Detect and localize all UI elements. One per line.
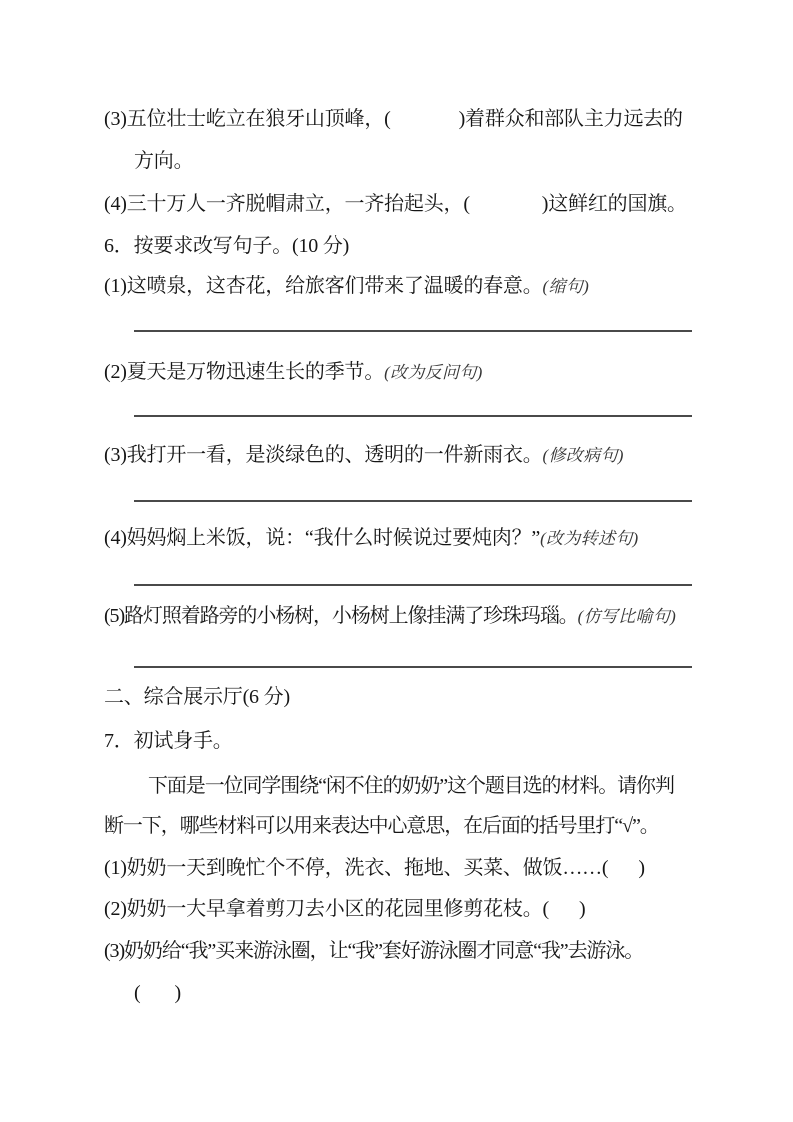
q6-item4-line — [104, 525, 639, 552]
q6-item2-text: (2)夏天是万物迅速生长的季节。 — [104, 361, 385, 383]
q7-item2-text-pre: (2)奶奶一大早拿着剪刀去小区的花园里修剪花枝。( — [104, 898, 549, 920]
answer-line — [134, 500, 692, 502]
q5-item3-line — [104, 106, 683, 132]
q6-item5-line — [104, 603, 676, 630]
q6-item4-note: (改为转述句) — [540, 529, 639, 548]
q7-item1-text-post: ) — [638, 857, 645, 879]
q6-item1-note: (缩句) — [542, 277, 590, 296]
fill-in-blank — [470, 209, 542, 210]
section2-title — [104, 684, 290, 710]
answer-line — [134, 330, 692, 332]
q6-item3-text: (3)我打开一看，是淡绿色的、透明的一件新雨衣。 — [104, 444, 543, 466]
q6-title — [104, 233, 349, 259]
q7-item1-line — [104, 855, 645, 881]
q7-intro-line1-text: 下面是一位同学围绕“闲不住的奶奶”这个题目选的材料。请你判 — [148, 775, 674, 797]
q6-item2-note: (改为反问句) — [384, 363, 483, 382]
q6-item4-text: (4)妈妈焖上米饭，说：“我什么时候说过要炖肉？” — [104, 527, 541, 549]
q6-item2-line — [104, 359, 483, 386]
q5-item4-text-post: )这鲜红的国旗。 — [541, 193, 687, 215]
q7-item3-text: (3)奶奶给“我”买来游泳圈，让“我”套好游泳圈才同意“我”去游泳。 — [104, 940, 644, 962]
q7-item3-bracket-pre: ( — [134, 982, 141, 1004]
q7-item2-text-post: ) — [578, 898, 586, 920]
q6-item1-text: (1)这喷泉，这杏花，给旅客们带来了温暖的春意。 — [104, 275, 543, 297]
q7-item1-text-pre: (1)奶奶一天到晚忙个不停，洗衣、拖地、买菜、做饭……( — [104, 857, 609, 879]
q7-item3-line — [104, 938, 643, 964]
q5-item3-cont-text: 方向。 — [134, 150, 194, 172]
q7-intro-line2-text: 断一下，哪些材料可以用来表达中心意思，在后面的括号里打“√”。 — [104, 815, 659, 837]
q6-title-text: 6．按要求改写句子。(10 分) — [104, 235, 350, 257]
q6-item3-note: (修改病句) — [542, 446, 624, 465]
q7-item2-line — [104, 896, 585, 922]
q7-title — [104, 728, 233, 754]
q5-item4-text-pre: (4)三十万人一齐脱帽肃立，一齐抬起头，( — [104, 193, 470, 215]
q5-item4-line — [104, 191, 687, 217]
q7-intro-line2 — [104, 813, 659, 839]
q5-item3-text-post: )着群众和部队主力远去的 — [458, 108, 683, 130]
q7-item3-bracket-post: ) — [174, 982, 181, 1004]
check-blank — [608, 873, 638, 874]
q5-item3-continuation — [134, 148, 193, 174]
check-blank — [549, 914, 579, 915]
q7-item3-bracket-line — [134, 980, 181, 1006]
answer-line — [134, 584, 692, 586]
q7-intro-line1 — [148, 773, 674, 799]
section2-title-text: 二、综合展示厅(6 分) — [104, 686, 290, 708]
answer-line — [134, 415, 692, 417]
q6-item1-line — [104, 273, 589, 300]
answer-line — [134, 666, 692, 668]
q5-item3-text-pre: (3)五位壮士屹立在狼牙山顶峰，( — [104, 108, 391, 130]
fill-in-blank — [391, 124, 459, 125]
q6-item5-note: (仿写比喻句) — [577, 607, 677, 626]
q6-item5-text: (5)路灯照着路旁的小杨树，小杨树上像挂满了珍珠玛瑙。 — [104, 605, 578, 627]
q7-title-text: 7．初试身手。 — [104, 730, 233, 752]
check-blank — [140, 998, 174, 999]
q6-item3-line — [104, 442, 624, 469]
